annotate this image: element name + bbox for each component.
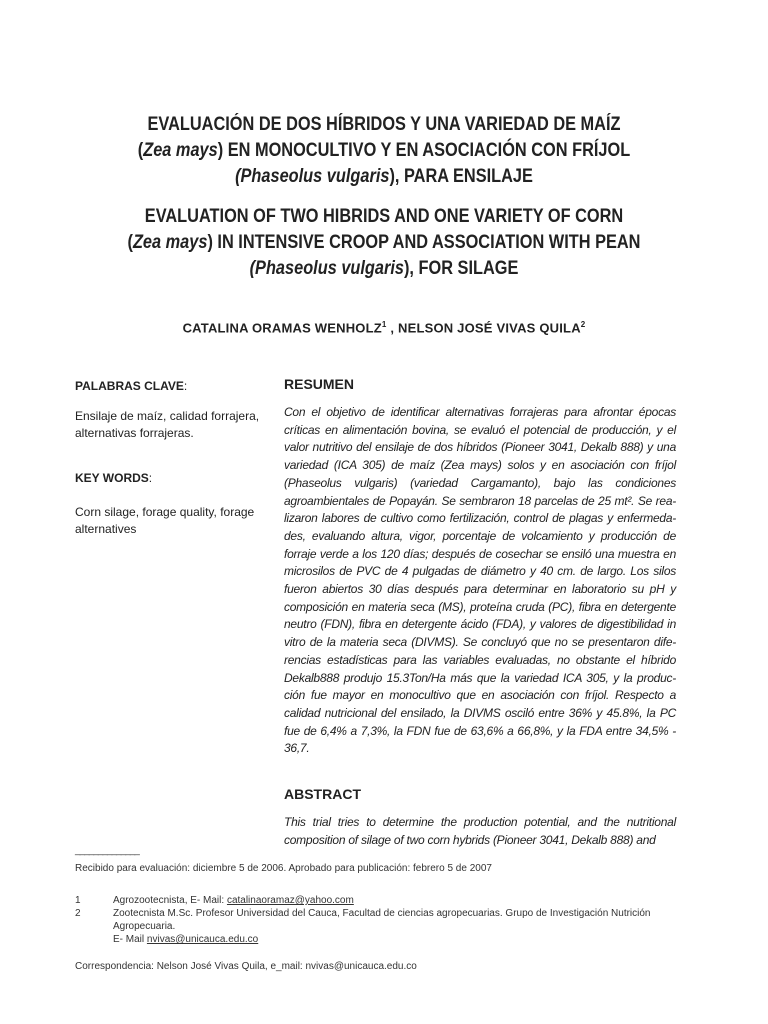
author-1-affiliation: 1 <box>381 320 387 329</box>
authors-line: CATALINA ORAMAS WENHOLZ$^1$ , NELSON JOSÉ VIVAS QUILA$^2$ <box>182 320 586 336</box>
keywords-column <box>75 378 265 538</box>
footnote-separator: ______________ <box>75 845 139 856</box>
keywords-en-heading: KEY WORDS: <box>75 471 153 485</box>
author-2-affiliation: 2 <box>580 320 586 329</box>
received-note: Recibido para evaluación: diciembre 5 de 2006. Aprobado para publicación: febrero 5 de 2007 <box>75 863 492 874</box>
resumen-heading: RESUMEN <box>284 376 355 392</box>
footnote-1-email-link[interactable]: catalinaoramaz@yahoo.com <box>226 895 354 906</box>
english-title-line-2: (Zea mays) IN INTENSIVE CROOP AND ASSOCIATION WITH PEAN <box>127 232 641 253</box>
keywords-en-text: Corn silage, forage quality, forage alternatives <box>75 505 255 536</box>
title-section <box>0 112 768 282</box>
correspondence-note: Correspondencia: Nelson José Vivas Quila, e_mail: nvivas@unicauca.edu.co <box>75 961 417 972</box>
footnotes <box>75 862 695 973</box>
spanish-title-line-1: EVALUACIÓN DE DOS HÍBRIDOS Y UNA VARIEDAD DE MAÍZ <box>147 114 621 135</box>
english-title-line-3: (Phaseolus vulgaris), FOR SILAGE <box>249 258 519 279</box>
footnote-2: 2 Zootecnista M.Sc. Profesor Universidad del Cauca, Facultad de ciencias agropecuarias. Grupo de Investigación Nutrición Agropecuaria. <box>75 908 651 932</box>
author-2: NELSON JOSÉ VIVAS QUILA <box>398 320 581 336</box>
abstract-heading: ABSTRACT <box>284 786 361 803</box>
english-title-line-1: EVALUATION OF TWO HIBRIDS AND ONE VARIETY OF CORN <box>144 206 624 227</box>
resumen-text: Con el objetivo de identificar alternativas forrajeras para afrontar épocas críticas en alimentación bovina, se evaluó el potencial de producción, y el valor nutritivo del ensilaje de dos híbridos (Pioneer 3041, Dekalb 888) y una variedad (ICA 305) de maíz (Zea mays) solos y en asociación con fríjol (Phaseolus vulgaris) (variedad Cargamanto), bajo las condiciones agroambientales de Popayán. Se sembraron 18 parcelas de 25 mt². Se rea- lizaron labores de cultivo como fertilización, control de plagas y enfermeda- des, evaluando altura, vigor, porcentaje de volcamiento y producción de forraje verde a los 120 días; después de cosechar se ensiló una muestra en microsilos de PVC de 4 pulgadas de diámetro y 40 cm. de largo. Los silos fueron abiertos 30 días después para determinar en laboratorio su pH y composición en materia seca (MS), proteína cruda (PC), fibra en detergente neutro (FDN), fibra en detergente ácido (FDA), y valores de digestibilidad in vitro de la materia seca (DIVMS). Se concluyó que no se presentaron dife- rencias estadísticas para las variables evaluadas, no obstante el híbrido Dekalb888 produjo 15.3Ton/Ha más que la variedad ICA 305, y la produc- ción fue mayor en monocultivo que en asociación con fríjol. Respecto a calidad nutricional del ensilado, la DIVMS osciló entre 36% y 45.8%, la PC fue de 6,4% a 7,3%, la FDN fue de 63,6% a 66,8%, y la FDA entre 34,5% - 36,7. <box>284 405 676 756</box>
abstract-column <box>284 376 676 849</box>
footnote-1: 1 Agrozootecnista, E- Mail: catalinaoramaz@yahoo.com <box>75 895 354 906</box>
footnote-2-email-link[interactable]: nvivas@unicauca.edu.co <box>146 934 259 945</box>
keywords-es-heading: PALABRAS CLAVE: <box>75 379 188 393</box>
english-title <box>54 204 714 282</box>
spanish-title-line-3: (Phaseolus vulgaris), PARA ENSILAJE <box>235 166 533 187</box>
abstract-text: This trial tries to determine the production potential, and the nutritional composition of silage of two corn hybrids (Pioneer 3041, Dekalb 888) and <box>284 815 676 847</box>
spanish-title-line-2: (Zea mays) EN MONOCULTIVO Y EN ASOCIACIÓN CON FRÍJOL <box>137 140 631 161</box>
author-1: CATALINA ORAMAS WENHOLZ <box>182 320 382 336</box>
spanish-title <box>54 112 714 190</box>
keywords-es-text: Ensilaje de maíz, calidad forrajera, alternativas forrajeras. <box>75 409 260 440</box>
footnote-2-email: E- Mail nvivas@unicauca.edu.co <box>113 934 259 945</box>
